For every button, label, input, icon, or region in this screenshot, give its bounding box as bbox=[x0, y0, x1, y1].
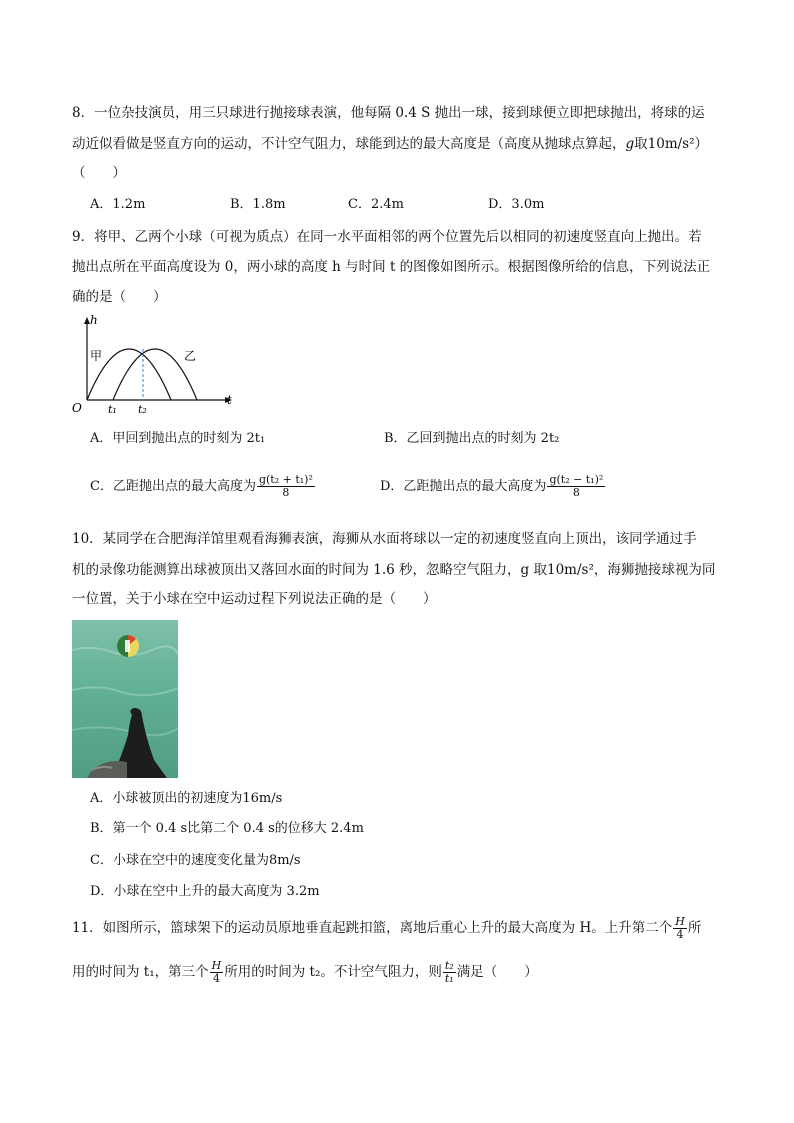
q9-option-d-text: D．乙距抛出点的最大高度为 bbox=[380, 479, 547, 494]
x-axis-label: t bbox=[227, 393, 232, 407]
q9-option-c-denominator: 8 bbox=[282, 486, 290, 499]
q8-option-c: C．2.4m bbox=[348, 197, 404, 212]
tick-t2: t₂ bbox=[138, 403, 147, 416]
q8-line-3: （ ） bbox=[72, 165, 126, 181]
q8-option-a: A．1.2m bbox=[90, 197, 146, 212]
q8-line-2 bbox=[72, 135, 708, 153]
q8-line-1: 8．一位杂技演员，用三只球进行抛接球表演，他每隔 0.4 S 抛出一球，接到球便立即把球抛出，将球的运 bbox=[72, 105, 705, 121]
q11-line-2 bbox=[72, 960, 538, 985]
q8-line-2b: 取10m/s²） bbox=[634, 136, 709, 152]
curve-yi-label: 乙 bbox=[184, 349, 197, 363]
q11-frac3-den: t₁ bbox=[444, 972, 454, 985]
q10-line-2: 机的录像功能测算出球被顶出又落回水面的时间为 1.6 秒，忽略空气阻力，g 取10m/s²，海狮抛接球视为同 bbox=[72, 562, 716, 578]
q11-line-2b: 所用的时间为 t₂。不计空气阻力，则 bbox=[224, 964, 442, 980]
q9-option-d-fraction bbox=[547, 474, 605, 499]
q9-option-c-numerator: g(t₂ + t₁)² bbox=[258, 473, 313, 486]
q9-option-c-fraction bbox=[257, 474, 315, 499]
q10-option-a: A．小球被顶出的初速度为16m/s bbox=[90, 791, 283, 806]
q9-line-2: 抛出点所在平面高度设为 0，两小球的高度 h 与时间 t 的图像如图所示。根据图像所给的信息，下列说法正 bbox=[72, 259, 711, 275]
q9-option-b: B．乙回到抛出点的时刻为 2t₂ bbox=[384, 431, 560, 446]
q10-option-b: B．第一个 0.4 s比第二个 0.4 s的位移大 2.4m bbox=[90, 821, 364, 836]
origin-label: O bbox=[72, 401, 82, 415]
q9-option-c bbox=[90, 474, 316, 499]
ball-icon bbox=[117, 635, 139, 657]
q11-line-2a: 用的时间为 t₁，第三个 bbox=[72, 964, 209, 980]
q11-frac2-den: 4 bbox=[212, 972, 220, 985]
q10-line-1: 10．某同学在合肥海洋馆里观看海狮表演，海狮从水面将球以一定的初速度竖直向上顶出，该同学通过手 bbox=[72, 531, 697, 547]
sea-lion-photo bbox=[72, 620, 178, 778]
q9-option-d-denominator: 8 bbox=[572, 486, 580, 499]
q11-fraction-t2-over-t1 bbox=[443, 960, 456, 985]
q11-line-1a: 11．如图所示，篮球架下的运动员原地垂直起跳扣篮，离地后重心上升的最大高度为 H。上升第二个 bbox=[72, 920, 673, 936]
q11-fraction-h-over-4-b bbox=[210, 960, 224, 985]
q11-line-1b: 所 bbox=[687, 920, 702, 936]
q10-option-d: D．小球在空中上升的最大高度为 3.2m bbox=[90, 884, 320, 899]
q8-option-d: D．3.0m bbox=[488, 197, 545, 212]
q10-line-3: 一位置，关于小球在空中运动过程下列说法正确的是（ ） bbox=[72, 591, 437, 607]
curve-jia-label: 甲 bbox=[90, 349, 103, 363]
q9-option-c-text: C．乙距抛出点的最大高度为 bbox=[90, 479, 256, 494]
q11-line-2c: 满足（ ） bbox=[456, 964, 538, 980]
q9-h-t-graph bbox=[70, 312, 245, 416]
q9-option-d-numerator: g(t₂ − t₁)² bbox=[549, 473, 604, 486]
q11-fraction-h-over-4-a bbox=[673, 916, 687, 941]
q10-option-c: C．小球在空中的速度变化量为8m/s bbox=[90, 853, 301, 868]
q9-option-d bbox=[380, 474, 606, 499]
q9-line-3: 确的是（ ） bbox=[72, 289, 167, 305]
y-axis-label: h bbox=[90, 313, 98, 327]
q8-g-symbol: g bbox=[625, 136, 635, 152]
q11-frac1-num: H bbox=[675, 915, 685, 928]
q11-frac1-den: 4 bbox=[676, 928, 684, 941]
q8-option-b: B．1.8m bbox=[230, 197, 286, 212]
q9-option-a: A．甲回到抛出点的时刻为 2t₁ bbox=[90, 431, 266, 446]
q8-line-2a: 动近似看做是竖直方向的运动，不计空气阻力，球能到达的最大高度是（高度从抛球点算起， bbox=[72, 136, 626, 152]
tick-t1: t₁ bbox=[108, 403, 117, 416]
q9-line-1: 9．将甲、乙两个小球（可视为质点）在同一水平面相邻的两个位置先后以相同的初速度竖直向上抛出。若 bbox=[72, 229, 702, 245]
q11-frac2-num: H bbox=[211, 959, 222, 972]
q11-frac3-num: t₂ bbox=[444, 959, 454, 972]
q11-line-1 bbox=[72, 916, 701, 941]
